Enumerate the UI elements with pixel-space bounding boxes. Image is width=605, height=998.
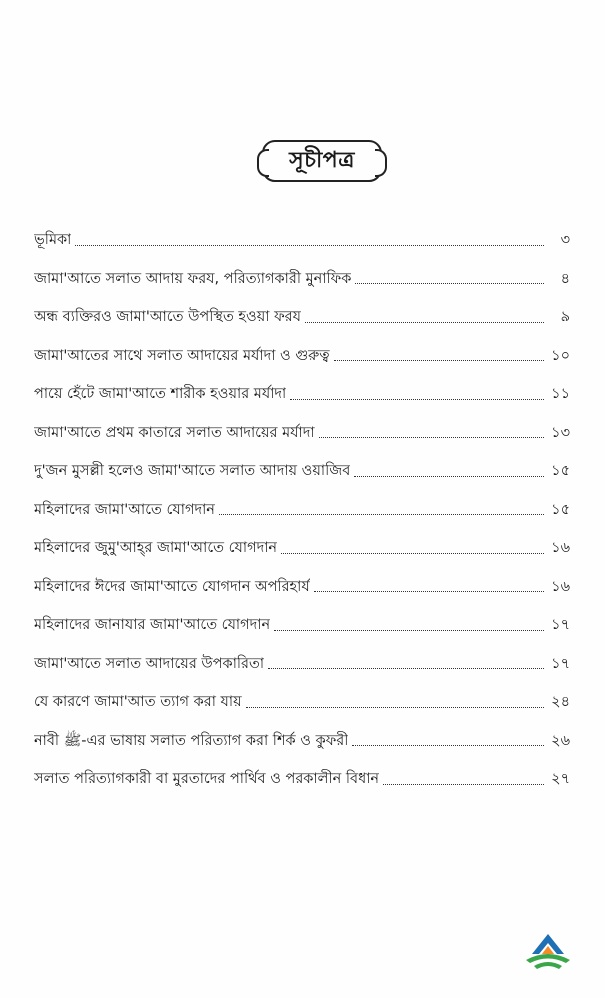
dot-leader (219, 514, 544, 515)
dot-leader (354, 476, 544, 477)
toc-entry (34, 607, 570, 646)
toc-entry-page-number: ২৪ (551, 694, 570, 711)
dot-leader (281, 553, 544, 554)
title-frame (262, 140, 382, 182)
toc-entry-title: জামা'আতে প্রথম কাতারে সলাত আদায়ের মর্যাদা (34, 424, 315, 441)
toc-entry-page-number: ৩ (560, 232, 570, 249)
dot-leader (334, 360, 544, 361)
toc-entry-page-number: ১৭ (551, 655, 570, 672)
toc-entry (34, 299, 570, 338)
dot-leader (268, 668, 544, 669)
toc-entry-title: ভূমিকা (34, 232, 72, 249)
dot-leader (352, 745, 544, 746)
toc-entry (34, 222, 570, 261)
toc-entry-title: জামা'আতে সলাত আদায় ফরয, পরিত্যাগকারী মুনাফিক (34, 270, 352, 287)
toc-entry-title: সলাত পরিত্যাগকারী বা মুরতাদের পার্থিব ও পরকালীন বিধান (34, 771, 380, 788)
dot-leader (305, 322, 544, 323)
page-title: সূচীপত্র (289, 147, 355, 173)
dot-leader (314, 591, 544, 592)
toc-entry-page-number: ৯ (560, 309, 570, 326)
toc-entry (34, 684, 570, 723)
toc-entry-page-number: ২৭ (551, 771, 570, 788)
dot-leader (355, 283, 544, 284)
toc-entry-title: নাবী ﷺ-এর ভাষায় সলাত পরিত্যাগ করা শির্ক ও কুফরী (34, 732, 349, 749)
dot-leader (383, 784, 544, 785)
toc-entry (34, 338, 570, 377)
toc-entry-title: অন্ধ ব্যক্তিরও জামা'আতে উপস্থিত হওয়া ফরয (34, 309, 302, 326)
toc-entry-title: পায়ে হেঁটে জামা'আতে শারীক হওয়ার মর্যাদা (34, 386, 287, 403)
toc-entry (34, 723, 570, 762)
toc-entry-page-number: ১৩ (551, 424, 570, 441)
dot-leader (274, 630, 544, 631)
toc-entry (34, 415, 570, 454)
toc-entry (34, 453, 570, 492)
toc-entry (34, 530, 570, 569)
toc-entry (34, 376, 570, 415)
toc-entry-page-number: ১৫ (551, 501, 570, 518)
toc-entry-page-number: ১৬ (551, 540, 570, 557)
toc-entry-title: মহিলাদের জানাযার জামা'আতে যোগদান (34, 617, 271, 634)
dot-leader (319, 437, 544, 438)
dot-leader (246, 707, 544, 708)
toc-entry-page-number: ১৫ (551, 463, 570, 480)
publisher-logo-icon (520, 930, 576, 974)
toc-entry (34, 261, 570, 300)
toc-entry-page-number: ১৬ (551, 578, 570, 595)
toc-entry-page-number: ১১ (551, 386, 570, 403)
toc-entry-page-number: ৪ (560, 270, 570, 287)
toc-entry (34, 492, 570, 531)
toc-entry-title: যে কারণে জামা'আত ত্যাগ করা যায় (34, 694, 242, 711)
dot-leader (290, 399, 544, 400)
toc-entry-title: মহিলাদের ঈদের জামা'আতে যোগদান অপরিহার্য (34, 578, 310, 595)
toc-entry (34, 569, 570, 608)
table-of-contents (34, 222, 570, 800)
toc-entry-title: জামা'আতের সাথে সলাত আদায়ের মর্যাদা ও গুরুত্ব (34, 347, 330, 364)
toc-entry-title: জামা'আতে সলাত আদায়ের উপকারিতা (34, 655, 265, 672)
toc-entry-page-number: ১০ (551, 347, 570, 364)
toc-entry-title: মহিলাদের জুমু'আহ্‌র জামা'আতে যোগদান (34, 540, 278, 557)
toc-entry-title: দু'জন মুসল্লী হলেও জামা'আতে সলাত আদায় ওয়াজিব (34, 463, 351, 480)
toc-entry (34, 761, 570, 800)
toc-entry-page-number: ১৭ (551, 617, 570, 634)
toc-entry-title: মহিলাদের জামা'আতে যোগদান (34, 501, 215, 518)
toc-entry (34, 646, 570, 685)
toc-entry-page-number: ২৬ (551, 732, 570, 749)
dot-leader (75, 245, 544, 246)
